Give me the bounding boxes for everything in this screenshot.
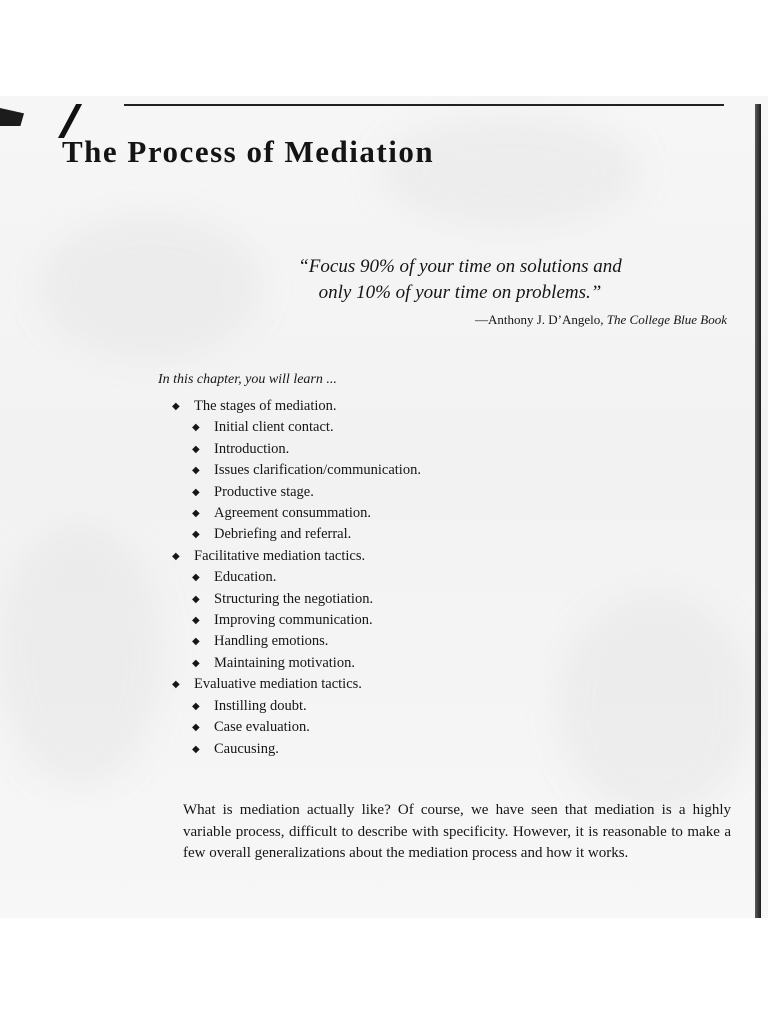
scan-smudge xyxy=(40,216,260,356)
objective-text: The stages of mediation. xyxy=(194,398,337,414)
quote-source-book: The College Blue Book xyxy=(606,312,727,327)
diamond-bullet-icon: ◆ xyxy=(192,465,200,477)
objective-text: Evaluative mediation tactics. xyxy=(194,676,362,693)
diamond-bullet-icon: ◆ xyxy=(192,722,200,734)
objective-text: Initial client contact. xyxy=(214,419,334,436)
objective-item xyxy=(172,567,421,588)
diamond-bullet-icon: ◆ xyxy=(192,422,200,434)
diamond-bullet-icon: ◆ xyxy=(192,700,200,712)
header-rule xyxy=(124,104,724,106)
objective-item xyxy=(172,610,421,631)
objective-item xyxy=(172,417,421,438)
objective-text: Case evaluation. xyxy=(214,719,310,736)
objective-item xyxy=(172,631,421,652)
objective-text: Structuring the negotiation. xyxy=(214,590,374,607)
scan-smudge xyxy=(380,116,640,226)
quote-author: —Anthony J. D’Angelo, xyxy=(474,312,604,327)
scan-smudge xyxy=(560,596,750,816)
objective-text: Handling emotions. xyxy=(214,633,329,650)
objective-item xyxy=(172,674,421,695)
objective-text: Maintaining motivation. xyxy=(214,654,355,671)
objective-text: Education. xyxy=(214,569,277,586)
objective-item xyxy=(172,653,421,674)
objective-item xyxy=(172,503,421,524)
quote-line: “Focus 90% of your time on solutions and xyxy=(298,256,622,277)
diamond-bullet-icon: ◆ xyxy=(192,572,200,584)
objective-text: Instilling doubt. xyxy=(214,697,307,714)
diamond-bullet-icon: ◆ xyxy=(172,550,180,562)
objective-item xyxy=(172,439,421,460)
objective-item xyxy=(172,524,421,545)
objective-item xyxy=(172,482,421,503)
epigraph-quote xyxy=(250,254,670,306)
diamond-bullet-icon: ◆ xyxy=(192,743,200,755)
objective-item xyxy=(172,546,421,567)
diamond-bullet-icon: ◆ xyxy=(192,443,200,455)
diamond-bullet-icon: ◆ xyxy=(192,636,200,648)
objective-text: Improving communication. xyxy=(214,612,373,629)
body-paragraph: What is mediation actually like? Of course, we have seen that mediation is a highly variable process, difficult to describe with specificity. However, it is reasonable to make a few overall generalizations about the mediation process and how it works. xyxy=(183,802,731,861)
scan-smudge xyxy=(0,526,160,786)
objective-text: Issues clarification/communication. xyxy=(214,462,421,479)
epigraph-attribution xyxy=(300,312,727,328)
learning-objectives-list xyxy=(172,396,421,760)
objective-item xyxy=(172,460,421,481)
objective-text: Agreement consummation. xyxy=(214,505,372,522)
objective-text: Productive stage. xyxy=(214,483,314,500)
diamond-bullet-icon: ◆ xyxy=(192,657,200,669)
diamond-bullet-icon: ◆ xyxy=(192,593,200,605)
quote-line: only 10% of your time on problems.” xyxy=(318,282,602,303)
objective-text: Debriefing and referral. xyxy=(214,526,352,543)
diamond-bullet-icon: ◆ xyxy=(192,529,200,541)
diamond-bullet-icon: ◆ xyxy=(192,486,200,498)
objective-text: Caucusing. xyxy=(214,740,279,757)
objective-item xyxy=(172,739,421,760)
objective-item xyxy=(172,396,421,417)
objective-text: Introduction. xyxy=(214,440,290,457)
page-binding-edge xyxy=(755,104,761,918)
diamond-bullet-icon: ◆ xyxy=(172,401,180,412)
objective-item xyxy=(172,696,421,717)
objectives-intro: In this chapter, you will learn ... xyxy=(158,372,337,387)
diamond-bullet-icon: ◆ xyxy=(172,679,180,691)
diamond-bullet-icon: ◆ xyxy=(192,508,200,520)
objective-text: Facilitative mediation tactics. xyxy=(194,547,366,564)
diamond-bullet-icon: ◆ xyxy=(192,615,200,627)
objective-item xyxy=(172,717,421,738)
objective-item xyxy=(172,589,421,610)
chapter-title: The Process of Mediation xyxy=(62,134,435,169)
